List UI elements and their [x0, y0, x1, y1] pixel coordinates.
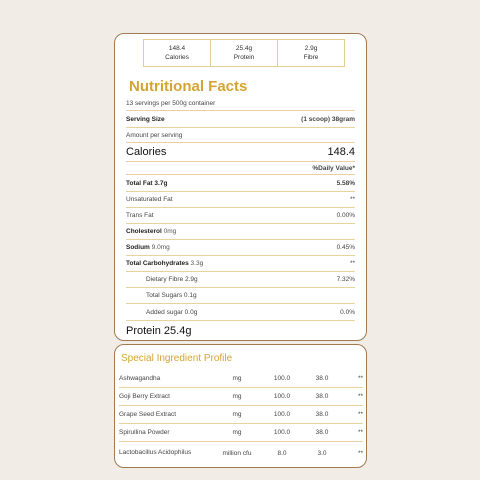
trans-fat-value: 0.00% [336, 212, 355, 219]
special-ingredient-card [114, 344, 367, 468]
added-sugar-row [126, 304, 355, 321]
ingredient-per-serving: 38.0 [315, 411, 329, 418]
ingredient-name: Ashwagandha [119, 374, 161, 382]
dietary-fibre-label: Dietary Fibre 2.9g [146, 276, 198, 283]
special-ingredient-table [119, 370, 363, 464]
ingredient-unit: million cfu [222, 449, 252, 457]
ingredient-amount: 100.0 [273, 393, 291, 400]
amount-per-serving-row [126, 128, 355, 143]
ingredient-name: Spirullina Powder [119, 428, 170, 436]
total-fat-row [126, 175, 355, 192]
summary-value: 148.4 [168, 45, 186, 52]
ingredient-dv: ** [357, 375, 363, 382]
total-carbs-label: Total Carbohydrates [126, 260, 189, 267]
protein-row [126, 321, 355, 341]
unsaturated-fat-label: Unsaturated Fat [126, 196, 173, 203]
total-sugars-row [126, 288, 355, 304]
unsaturated-fat-row [126, 192, 355, 208]
summary-protein [211, 40, 278, 66]
ingredient-amount: 8.0 [277, 449, 287, 457]
cholesterol-label: Cholesterol [126, 228, 162, 235]
cholesterol-amount: 0mg [163, 228, 177, 235]
ingredient-unit: mg [232, 375, 242, 382]
calories-value: 148.4 [327, 146, 355, 158]
sodium-label: Sodium [126, 244, 150, 251]
added-sugar-label: Added sugar 0.0g [146, 308, 198, 316]
total-carbs-value: ** [349, 260, 355, 267]
ingredient-dv: ** [357, 429, 363, 436]
dv-header-row [126, 162, 355, 175]
ingredient-amount: 100.0 [273, 375, 291, 382]
trans-fat-row [126, 208, 355, 224]
ingredient-unit: mg [232, 411, 242, 418]
summary-strip [143, 39, 345, 67]
summary-label: Calories [165, 54, 189, 61]
ingredient-name: Lactobacillus Acidophilus [119, 449, 192, 456]
sodium-row [126, 240, 355, 256]
dietary-fibre-value: 7.32% [336, 276, 355, 283]
total-fat-value: 5.58% [336, 179, 355, 187]
ingredient-unit: mg [232, 393, 242, 400]
added-sugar-value: 0.0% [340, 308, 355, 316]
serving-size-label: Serving Size [126, 115, 165, 123]
table-row [119, 424, 363, 442]
ingredient-name: Grape Seed Extract [119, 410, 177, 418]
ingredient-per-serving: 3.0 [317, 449, 327, 457]
summary-label: Protein [233, 54, 255, 61]
total-fat-label: Total Fat 3.7g [126, 179, 168, 187]
serving-size-value: (1 scoop) 38gram [301, 115, 355, 123]
calories-row [126, 143, 355, 162]
ingredient-amount: 100.0 [273, 411, 291, 418]
ingredient-dv: ** [357, 411, 363, 418]
total-carbs-amount: 3.3g [190, 260, 204, 267]
unsaturated-fat-value: ** [349, 196, 355, 203]
table-row [119, 388, 363, 406]
cholesterol-row [126, 224, 355, 240]
summary-label: Fibre [303, 54, 319, 61]
table-row [119, 370, 363, 388]
trans-fat-label: Trans Fat [126, 212, 154, 219]
special-ingredient-title: Special Ingredient Profile [121, 353, 233, 364]
ingredient-per-serving: 38.0 [315, 393, 329, 400]
nutrition-title: Nutritional Facts [129, 78, 248, 95]
summary-calories [144, 40, 211, 66]
nutrition-facts-card [114, 33, 367, 341]
ingredient-per-serving: 38.0 [315, 429, 329, 436]
serving-size-row [126, 111, 355, 128]
total-carbs-row [126, 256, 355, 272]
sodium-amount: 9.0mg [151, 244, 170, 251]
amount-per-serving: Amount per serving [126, 131, 183, 139]
dietary-fibre-row [126, 272, 355, 288]
ingredient-dv: ** [357, 449, 363, 457]
sodium-value: 0.45% [336, 244, 355, 251]
protein-label: Protein 25.4g [126, 325, 192, 337]
servings-text: 13 servings per 500g container [126, 100, 216, 107]
ingredient-amount: 100.0 [273, 429, 291, 436]
summary-value: 25.4g [235, 45, 253, 52]
ingredient-name: Goji Berry Extract [119, 392, 170, 400]
dv-header: %Daily Value* [312, 164, 355, 172]
servings-row [126, 97, 355, 111]
summary-fibre [278, 40, 344, 66]
table-row [119, 442, 363, 464]
nutrition-rows [126, 97, 355, 341]
ingredient-dv: ** [357, 393, 363, 400]
summary-value: 2.9g [304, 45, 318, 52]
total-sugars-label: Total Sugars 0.1g [146, 292, 197, 299]
ingredient-unit: mg [232, 429, 242, 436]
table-row [119, 406, 363, 424]
calories-label: Calories [126, 146, 167, 158]
ingredient-per-serving: 38.0 [315, 375, 329, 382]
